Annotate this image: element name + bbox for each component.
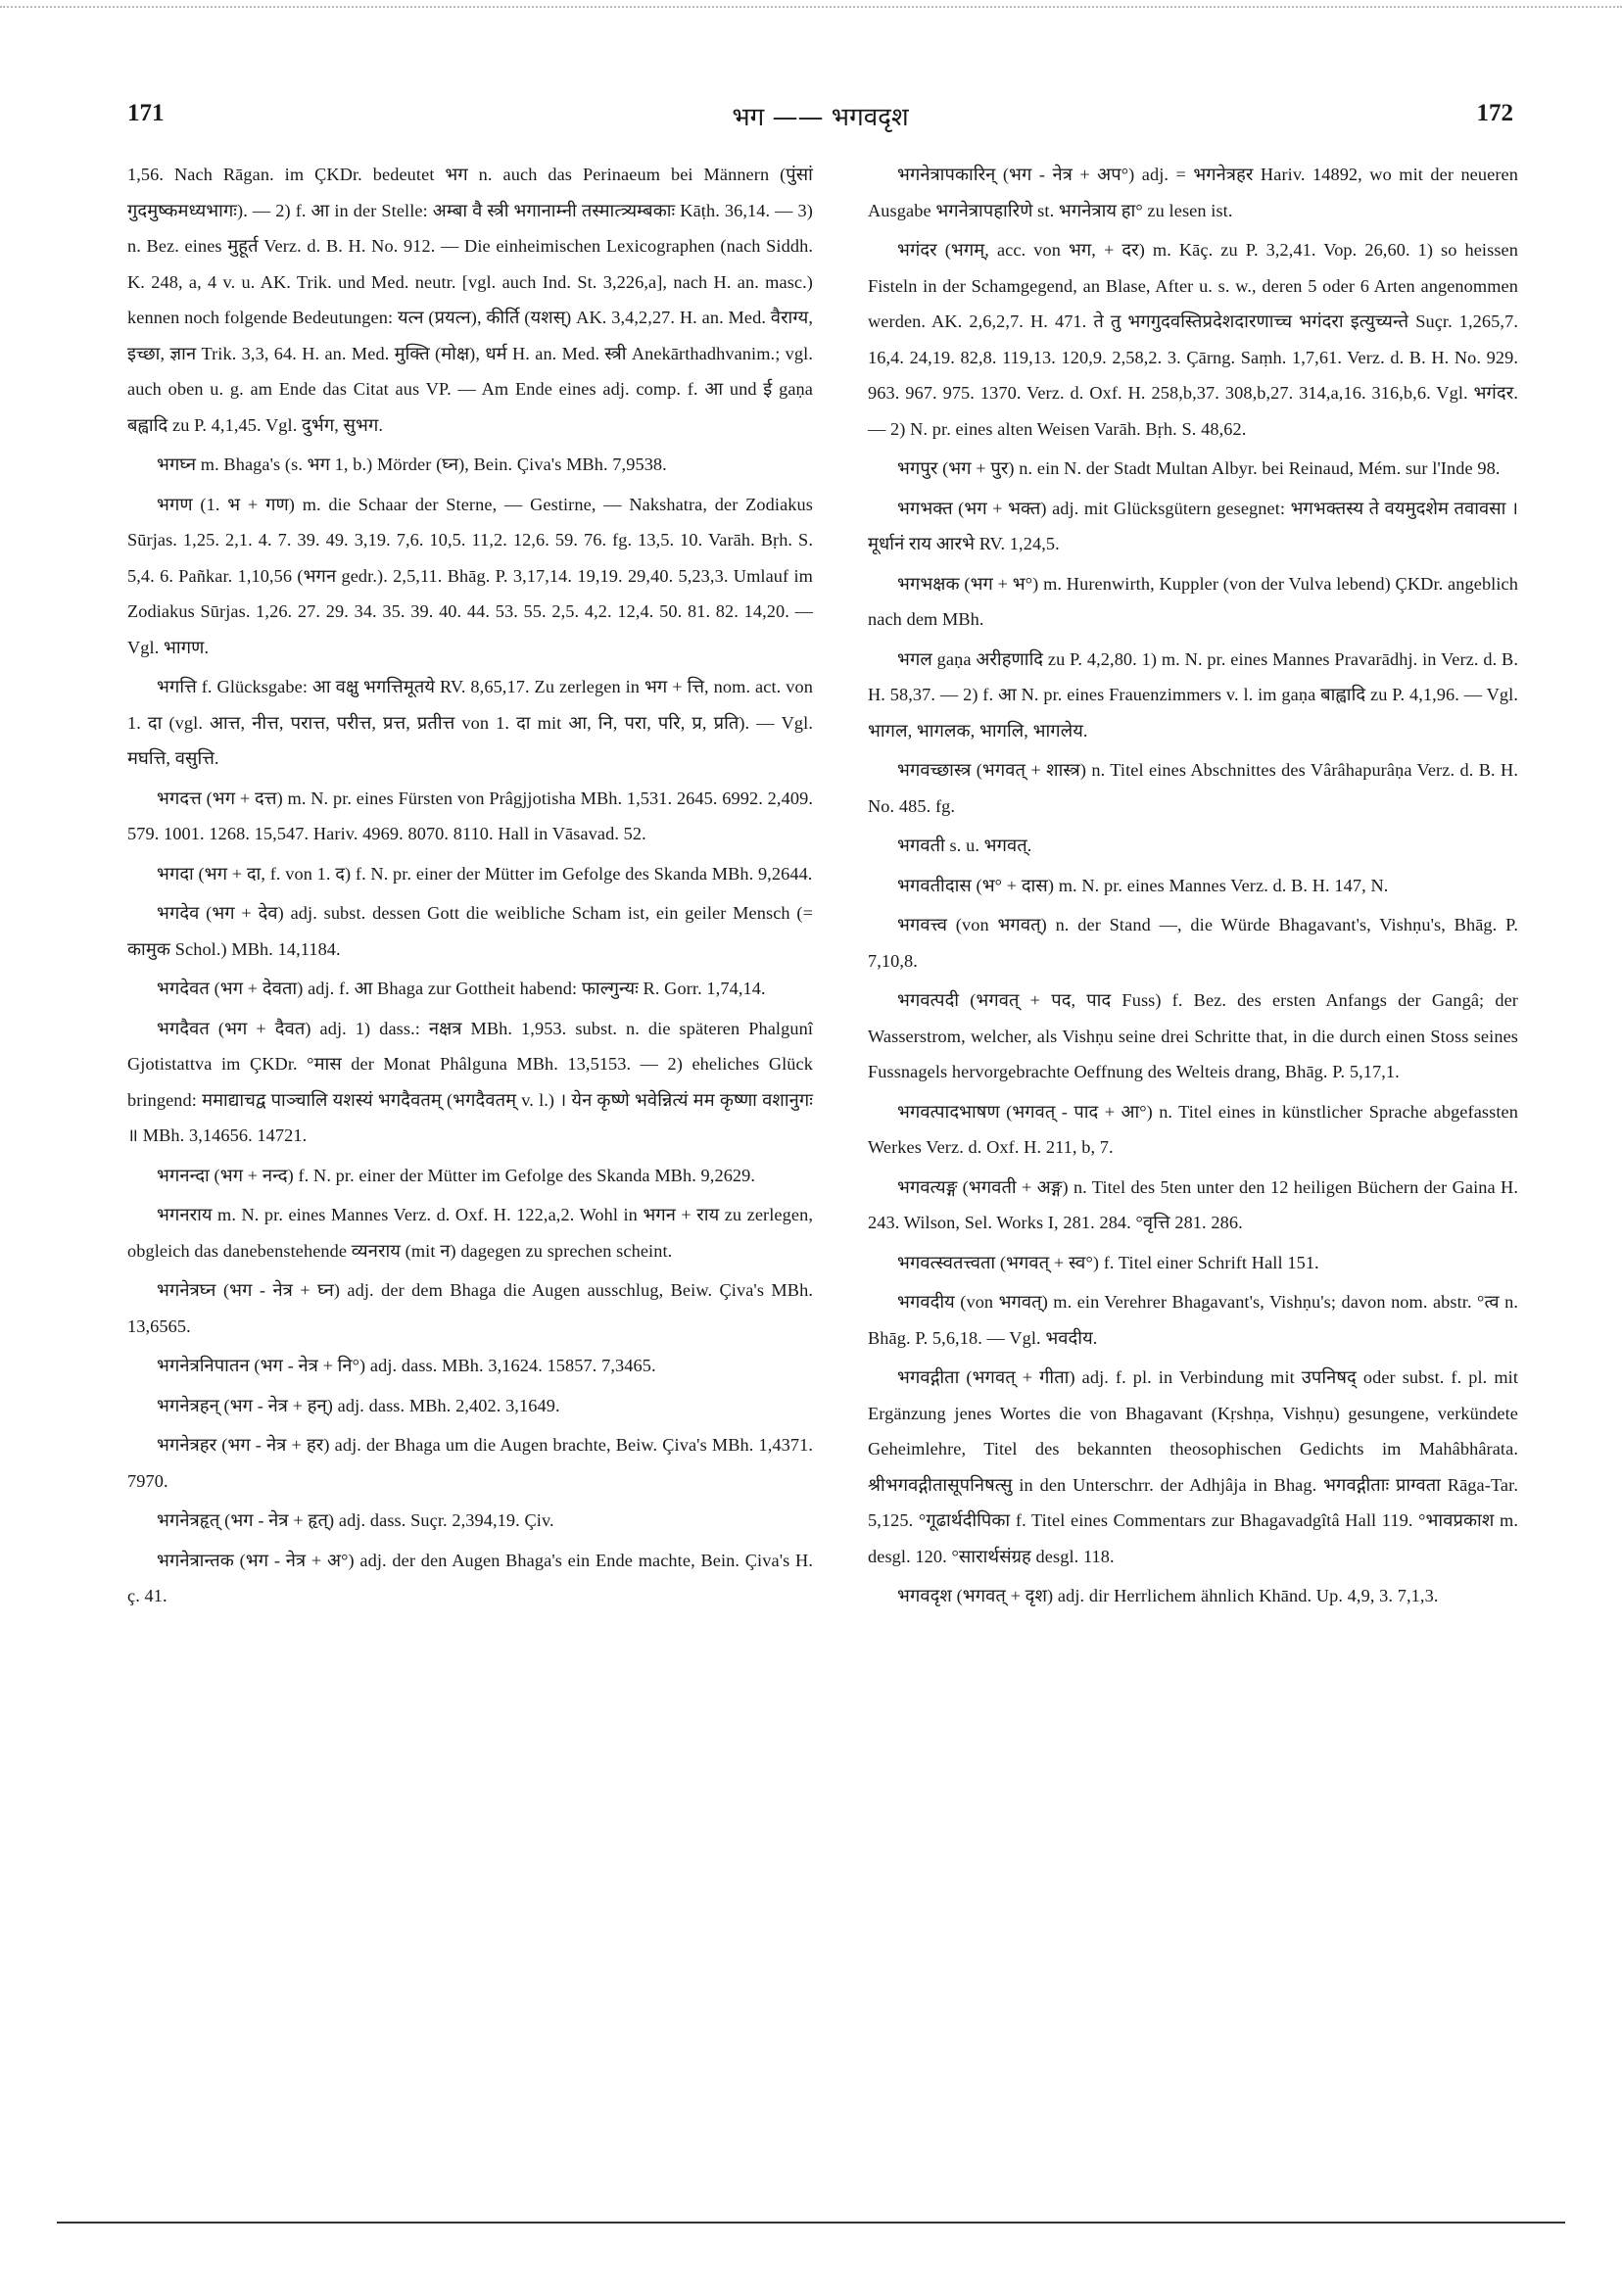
scan-top-edge — [0, 0, 1622, 8]
bottom-rule — [57, 2222, 1565, 2224]
dictionary-entry: भगत्ति f. Glücksgabe: आ वक्षु भगत्तिमूतये RV. 8,65,17. Zu zerlegen in भग + त्ति, nom. act. von 1. दा (vgl. आत्त, नीत्त, परात्त, परीत्त, प्रत्त, प्रतीत्त von 1. दा mit आ, नि, परा, परि, प्र, प्रति). — Vgl. मघत्ति, वसुत्ति. — [127, 677, 813, 768]
dictionary-entry: भगभक्षक (भग + भ°) m. Hurenwirth, Kuppler (von der Vulva lebend) ÇKDr. angeblich nach dem MBh. — [868, 573, 1518, 629]
left-column — [127, 157, 813, 1618]
page-header — [127, 96, 1513, 135]
dictionary-entry: भगवत्स्वतत्त्वता (भगवत् + स्व°) f. Titel einer Schrift Hall 151. — [897, 1252, 1319, 1272]
dictionary-entry: भगनराय m. N. pr. eines Mannes Verz. d. Oxf. H. 122,a,2. Wohl in भगन + राय zu zerlegen, obgleich das danebenstehende व्यनराय (mit न) dagegen zu sprechen scheint. — [127, 1205, 813, 1261]
dictionary-entry: भगवद्गीता (भगवत् + गीता) adj. f. pl. in Verbindung mit उपनिषद् oder subst. f. pl. mit Ergänzung jenes Wortes die von Bhagavant (Kṛshṇa, Vishṇu) gesungene, verkündete Geheimlehre, Titel des bekannten theosophischen Gedichts im Mahâbhârata. श्रीभगवद्गीतासूपनिषत्सु in den Unterschrr. der Adhjâja in Bhag. भगवद्गीताः प्राग्वता Rāga-Tar. 5,125. °गूढार्थदीपिका f. Titel eines Commentars zur Bhagavadgîtâ Hall 119. °भावप्रकाश m. desgl. 120. °सारार्थसंग्रह desgl. 118. — [868, 1367, 1518, 1566]
dictionary-entry: भगनेत्रहृत् (भग - नेत्र + हृत्) adj. dass. Suçr. 2,394,19. Çiv. — [157, 1510, 554, 1530]
dictionary-entry: भगवत्पादभाषण (भगवत् - पाद + आ°) n. Titel eines in künstlicher Sprache abgefassten Werkes Verz. d. Oxf. H. 211, b, 7. — [868, 1101, 1518, 1157]
dictionary-entry: भगघ्न m. Bhaga's (s. भग 1, b.) Mörder (घ्न), Bein. Çiva's MBh. 7,9538. — [157, 454, 667, 474]
dictionary-entry: भगवती s. u. भगवत्. — [897, 836, 1032, 855]
page-number-left: 171 — [127, 100, 165, 126]
right-column — [868, 157, 1518, 1618]
dictionary-entry: भगनेत्रान्तक (भग - नेत्र + अ°) adj. der den Augen Bhaga's ein Ende machte, Bein. Çiva's H. ç. 41. — [127, 1550, 813, 1605]
dictionary-entry: भगल gaṇa अरीहणादि zu P. 4,2,80. 1) m. N. pr. eines Mannes Pravarādhj. in Verz. d. B. H. 58,37. — 2) f. आ N. pr. eines Frauenzimmers v. l. im gaṇa बाह्वादि zu P. 4,1,96. — Vgl. भागल, भागलक, भागलि, भागलेय. — [868, 648, 1518, 741]
dictionary-entry: भगवत्त्व (von भगवत्) n. der Stand —, die Würde Bhagavant's, Vishṇu's, Bhāg. P. 7,10,8. — [868, 915, 1518, 971]
dictionary-entry: भगदा (भग + दा, f. von 1. द) f. N. pr. einer der Mütter im Gefolge des Skanda MBh. 9,2644. — [157, 863, 813, 884]
dictionary-entry: भगदेवत (भग + देवता) adj. f. आ Bhaga zur Gottheit habend: फाल्गुन्यः R. Gorr. 1,74,14. — [157, 979, 766, 998]
running-title: भग —— भगवदृश — [732, 103, 909, 132]
page-number-right: 172 — [1476, 100, 1513, 126]
dictionary-entry: भगभक्त (भग + भक्त) adj. mit Glücksgütern gesegnet: भगभक्तस्य ते वयमुदशेम तवावसा । मूर्धानं राय आरभे RV. 1,24,5. — [868, 498, 1518, 553]
dictionary-entry: भगनन्दा (भग + नन्द) f. N. pr. einer der Mütter im Gefolge des Skanda MBh. 9,2629. — [157, 1165, 756, 1185]
dictionary-entry: भगवत्पदी (भगवत् + पद, पाद Fuss) f. Bez. des ersten Anfangs der Gangâ; der Wasserstrom, welcher, als Vishṇu seine drei Schritte that, in die durch einen Stoss seines Fussnagels hervorgebrachte Oeffnung des Welteis drang, Bhāg. P. 5,17,1. — [868, 990, 1518, 1081]
dictionary-entry: भगदेव (भग + देव) adj. subst. dessen Gott die weibliche Scham ist, ein geiler Mensch (= कामुक Schol.) MBh. 14,1184. — [127, 903, 813, 959]
dictionary-entry: भगवदीय (von भगवत्) m. ein Verehrer Bhagavant's, Vishṇu's; davon nom. abstr. °त्व n. Bhāg. P. 5,6,18. — Vgl. भवदीय. — [868, 1292, 1518, 1348]
dictionary-entry: 1,56. Nach Rāgan. im ÇKDr. bedeutet भग n. auch das Perinaeum bei Männern (पुंसां गुदमुष्कमध्यभागः). — 2) f. आ in der Stelle: अम्बा वै स्त्री भगानाम्नी तस्मात्त्र्यम्बकाः Kāṭh. 36,14. — 3) n. Bez. eines मुहूर्त Verz. d. B. H. No. 912. — Die einheimischen Lexicographen (nach Siddh. K. 248, a, 4 v. u. AK. Trik. und Med. neutr. [vgl. auch Ind. St. 3,226,a], nach H. an. masc.) kennen noch folgende Bedeutungen: यत्न (प्रयत्न), कीर्ति (यशस्) AK. 3,4,2,27. H. an. Med. वैराग्य, इच्छा, ज्ञान Trik. 3,3, 64. H. an. Med. मुक्ति (मोक्ष), धर्म H. an. Med. स्त्री Anekārthadhvanim.; vgl. auch oben u. g. am Ende das Citat aus VP. — Am Ende eines adj. comp. f. आ und ई gaṇa बह्वादि zu P. 4,1,45. Vgl. दुर्भग, सुभग. — [127, 165, 813, 435]
dictionary-entry: भगवच्छास्त्र (भगवत् + शास्त्र) n. Titel eines Abschnittes des Vârâhapurâṇa Verz. d. B. H. No. 485. fg. — [868, 760, 1518, 816]
dictionary-entry: भगण (1. भ + गण) m. die Schaar der Sterne, — Gestirne, — Nakshatra, der Zodiakus Sūrjas. 1,25. 2,1. 4. 7. 39. 49. 3,19. 7,6. 10,5. 11,2. 12,6. 59. 76. fg. 13,5. 10. Varāh. Bṛh. S. 5,4. 6. Pañkar. 1,10,56 (भगन gedr.). 2,5,11. Bhāg. P. 3,17,14. 19,19. 29,40. 5,23,3. Umlauf im Zodiakus Sūrjas. 1,26. 27. 29. 34. 35. 39. 40. 44. 53. 55. 2,5. 4,2. 12,4. 50. 81. 82. 14,20. — Vgl. भागण. — [127, 494, 813, 657]
dictionary-entry: भगदैवत (भग + दैवत) adj. 1) dass.: नक्षत्र MBh. 1,953. subst. n. die späteren Phalgunî Gjotistattva im ÇKDr. °मास der Monat Phâlguna MBh. 13,5153. — 2) eheliches Glück bringend: ममाद्याचद्व पाञ्चालि यशस्यं भगदैवतम् (भगदैवतम् v. l.) । येन कृष्णे भवेन्नित्यं मम कृष्णा वशानुगः ॥ MBh. 3,14656. 14721. — [127, 1018, 813, 1145]
dictionary-entry: भगवत्यङ्ग (भगवती + अङ्ग) n. Titel des 5ten unter den 12 heiligen Büchern der Gaina H. 243. Wilson, Sel. Works I, 281. 284. °वृत्ति 281. 286. — [868, 1176, 1518, 1232]
dictionary-entry: भगनेत्रहन् (भग - नेत्र + हन्) adj. dass. MBh. 2,402. 3,1649. — [157, 1395, 560, 1415]
dictionary-entry: भगदत्त (भग + दत्त) m. N. pr. eines Fürsten von Prâgjjotisha MBh. 1,531. 2645. 6992. 2,409. 579. 1001. 1268. 15,547. Hariv. 4969. 8070. 8110. Hall in Vāsavad. 52. — [127, 788, 813, 843]
dictionary-entry: भगनेत्रहर (भग - नेत्र + हर) adj. der Bhaga um die Augen brachte, Beiw. Çiva's MBh. 1,4371. 7970. — [127, 1435, 813, 1491]
dictionary-entry: भगनेत्रघ्न (भग - नेत्र + घ्न) adj. der dem Bhaga die Augen ausschlug, Beiw. Çiva's MBh. 13,6565. — [127, 1280, 813, 1336]
dictionary-entry: भगंदर (भगम्, acc. von भग, + दर) m. Kāç. zu P. 3,2,41. Vop. 26,60. 1) so heissen Fisteln in der Schamgegend, an Blase, After u. s. w., deren 5 oder 6 Arten angenommen werden. AK. 2,6,2,7. H. 471. ते तु भगगुदवस्तिप्रदेशदारणाच्च भगंदरा इत्युच्यन्ते Suçr. 1,265,7. 16,4. 24,19. 82,8. 119,13. 120,9. 2,58,2. 3. Çārng. Saṃh. 1,7,61. Verz. d. B. H. No. 929. 963. 967. 975. 1370. Verz. d. Oxf. H. 258,b,37. 308,b,27. 314,a,16. 316,b,6. Vgl. भगंदर. — 2) N. pr. eines alten Weisen Varāh. Bṛh. S. 48,62. — [868, 240, 1518, 439]
dictionary-entry: भगपुर (भग + पुर) n. ein N. der Stadt Multan Albyr. bei Reinaud, Mém. sur l'Inde 98. — [897, 458, 1501, 478]
dictionary-entry: भगवतीदास (भ° + दास) m. N. pr. eines Mannes Verz. d. B. H. 147, N. — [897, 875, 1389, 895]
dictionary-entry: भगनेत्रनिपातन (भग - नेत्र + नि°) adj. dass. MBh. 3,1624. 15857. 7,3465. — [157, 1356, 656, 1375]
dictionary-entry: भगनेत्रापकारिन् (भग - नेत्र + अप°) adj. = भगनेत्रहर Hariv. 14892, wo mit der neueren Ausgabe भगनेत्रापहारिणे st. भगनेत्राय हा° zu lesen ist. — [868, 165, 1518, 220]
dictionary-entry: भगवदृश (भगवत् + दृश) adj. dir Herrlichem ähnlich Khānd. Up. 4,9, 3. 7,1,3. — [897, 1586, 1439, 1605]
